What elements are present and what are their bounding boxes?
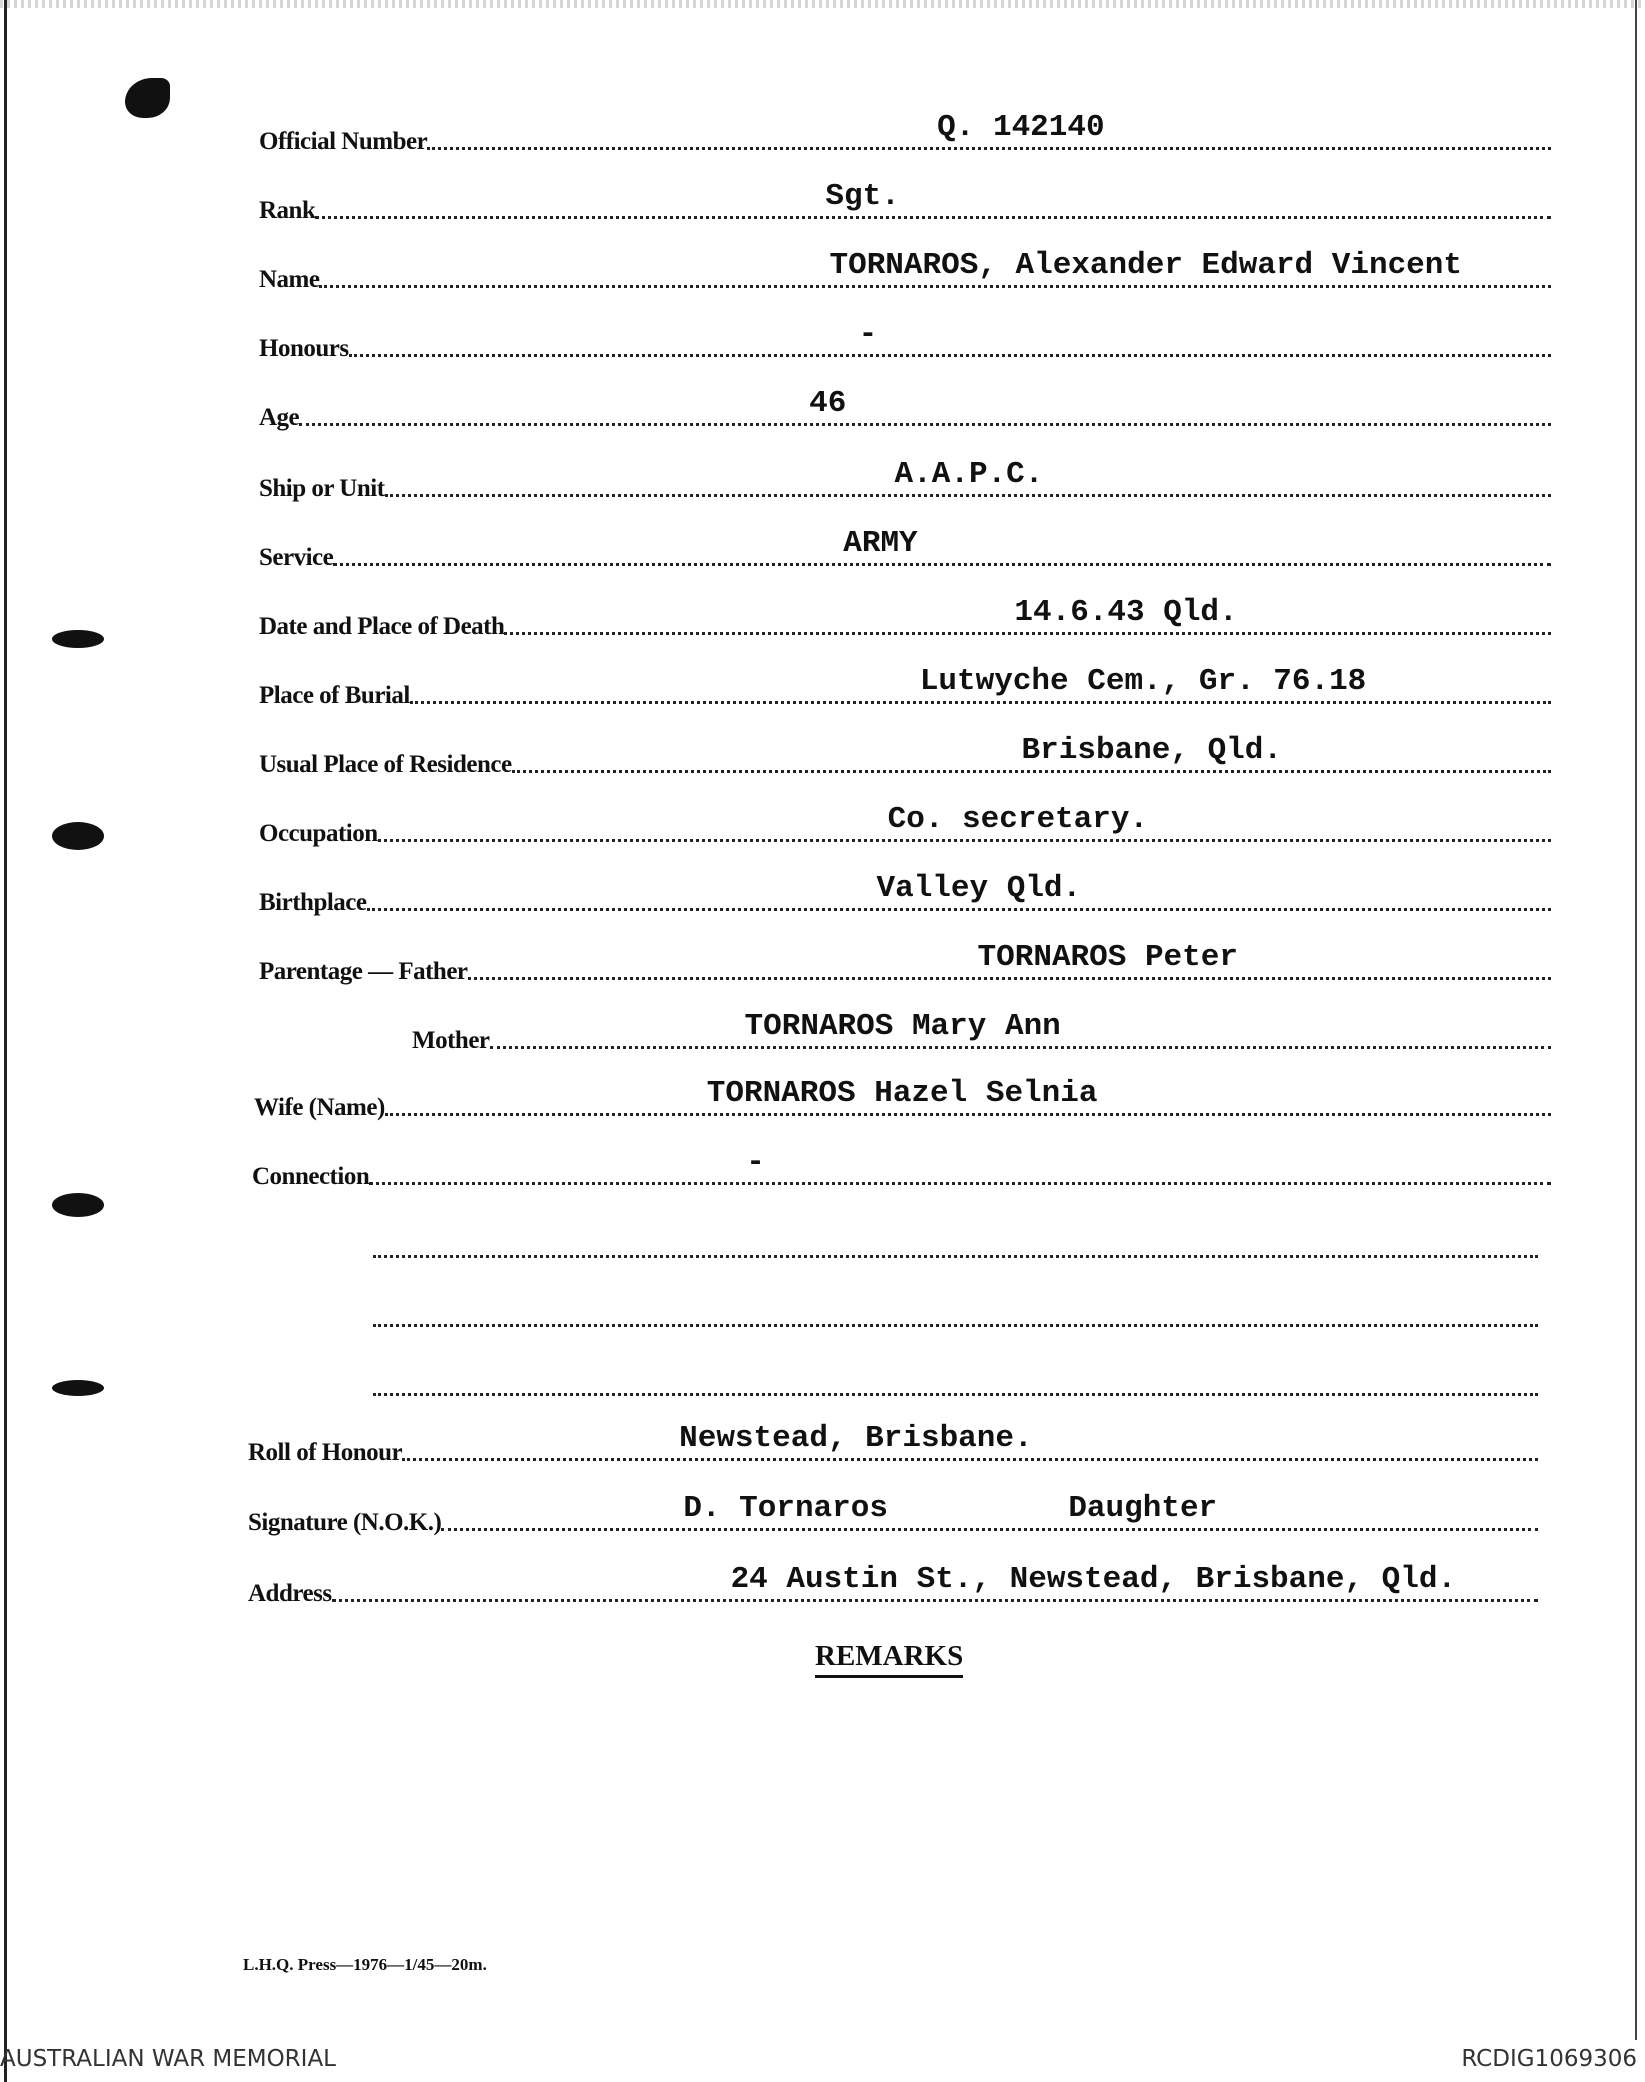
field-value: Q. 142140 (937, 110, 1105, 145)
field-label: Honours (259, 335, 349, 362)
footer-record-id: RCDIG1069306 (1461, 2046, 1637, 2072)
field-label: Place of Burial (259, 682, 410, 709)
field-value: - (858, 317, 878, 352)
field-label: Ship or Unit (259, 475, 385, 502)
blank-line (373, 1255, 1538, 1258)
scan-edge-right (1635, 0, 1637, 2040)
field-value: Lutwyche Cem., Gr. 76.18 (919, 664, 1367, 699)
punch-hole-mark (52, 1380, 104, 1396)
field-label: Wife (Name) (254, 1094, 385, 1121)
field-label: Official Number (259, 128, 428, 155)
punch-hole-mark (52, 822, 104, 850)
field-signature-nok (248, 1491, 1538, 1541)
blank-line (373, 1393, 1538, 1396)
field-label: Mother (412, 1027, 490, 1054)
field-honours (259, 317, 1551, 367)
field-date-place-death (259, 595, 1551, 645)
field-label: Signature (N.O.K.) (248, 1509, 442, 1536)
field-occupation (259, 802, 1551, 852)
field-value: 14.6.43 Qld. (1014, 595, 1238, 630)
punch-hole-mark (125, 78, 170, 118)
blank-line (373, 1324, 1538, 1327)
field-value: ARMY (843, 526, 918, 561)
field-mother (412, 1009, 1551, 1059)
field-address (248, 1562, 1538, 1612)
footer-institution: AUSTRALIAN WAR MEMORIAL (0, 2046, 336, 2072)
field-father (259, 940, 1551, 990)
field-value: TORNAROS Hazel Selnia (706, 1076, 1098, 1111)
field-value: Newstead, Brisbane. (679, 1421, 1033, 1456)
field-value: TORNAROS Mary Ann (744, 1009, 1061, 1044)
field-value: TORNAROS Peter (977, 940, 1238, 975)
field-age (259, 386, 1551, 436)
field-rank (259, 179, 1551, 229)
field-value: Brisbane, Qld. (1021, 733, 1282, 768)
field-label: Parentage — Father (259, 958, 468, 985)
remarks-heading: REMARKS (815, 1640, 963, 1678)
field-label: Address (248, 1580, 332, 1607)
field-value: 46 (809, 386, 847, 421)
field-value-relationship: Daughter (1068, 1491, 1218, 1526)
field-label: Name (259, 266, 320, 293)
field-label: Usual Place of Residence (259, 751, 512, 778)
field-service (259, 526, 1551, 576)
punch-hole-mark (52, 1193, 104, 1217)
field-ship-or-unit (259, 457, 1551, 507)
field-label: Rank (259, 197, 316, 224)
field-wife (254, 1076, 1551, 1126)
field-value: A.A.P.C. (894, 457, 1044, 492)
field-label: Connection (252, 1163, 370, 1190)
field-place-of-burial (259, 664, 1551, 714)
field-roll-of-honour (248, 1421, 1538, 1471)
punch-hole-mark (52, 630, 104, 648)
press-imprint: L.H.Q. Press—1976—1/45—20m. (243, 1955, 487, 1974)
scan-edge-top (0, 0, 1645, 8)
field-connection (252, 1145, 1551, 1195)
field-residence (259, 733, 1551, 783)
field-label: Roll of Honour (248, 1439, 403, 1466)
field-birthplace (259, 871, 1551, 921)
field-value: 24 Austin St., Newstead, Brisbane, Qld. (730, 1562, 1457, 1597)
field-label: Service (259, 544, 334, 571)
field-value: D. Tornaros (683, 1491, 888, 1526)
field-label: Birthplace (259, 889, 367, 916)
field-official-number (259, 110, 1551, 160)
field-label: Occupation (259, 820, 378, 847)
field-value: TORNAROS, Alexander Edward Vincent (829, 248, 1462, 283)
field-value: - (746, 1145, 765, 1180)
field-value: Sgt. (825, 179, 900, 214)
field-name (259, 248, 1551, 298)
field-value: Co. secretary. (887, 802, 1149, 837)
scan-edge-left (4, 0, 7, 2082)
field-label: Date and Place of Death (259, 613, 505, 640)
field-label: Age (259, 404, 300, 431)
field-value: Valley Qld. (876, 871, 1082, 906)
